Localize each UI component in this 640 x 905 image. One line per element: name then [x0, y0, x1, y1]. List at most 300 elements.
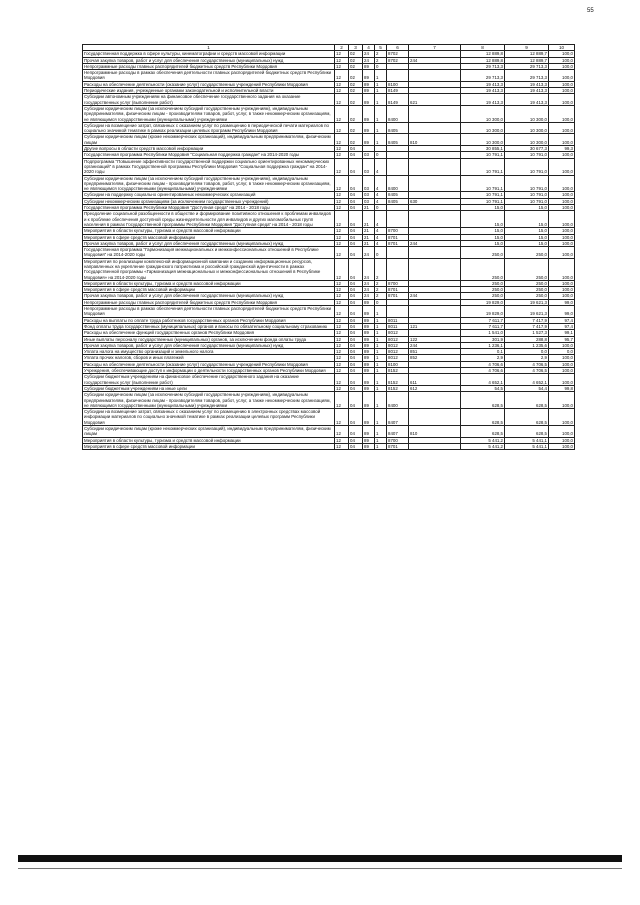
table-row [83, 105, 575, 122]
row-cell: 15,0 [461, 211, 505, 228]
row-cell: 611 [409, 374, 461, 386]
table-row [83, 247, 575, 259]
row-cell: 810 [409, 134, 461, 146]
row-cell [387, 70, 409, 82]
row-cell: 0 [375, 205, 387, 211]
row-cell: 04 [349, 330, 363, 336]
row-cell: 19 413,3 [505, 94, 549, 106]
row-cell: 04 [349, 368, 363, 374]
row-cell: 100,0 [549, 158, 575, 175]
row-cell: 24 [363, 51, 375, 57]
row-cell: 89 [363, 385, 375, 391]
row-cell: 8400 [387, 105, 409, 122]
header-cell: 7 [409, 45, 461, 51]
row-cell: 8011 [387, 323, 409, 329]
row-cell: 301,9 [461, 336, 505, 342]
row-cell [409, 247, 461, 259]
row-cell: 89 [363, 437, 375, 443]
row-cell: 122 [409, 336, 461, 342]
row-description: Субсидии на возмещение затрат, связанных с оказанием услуг по размещению в периодической печати материалов по социально значимой тематике в рамках реализации целевых программ Республики Мордовия [83, 122, 335, 134]
row-cell: 1 [375, 336, 387, 342]
row-cell: 2,9 [505, 355, 549, 361]
row-cell: 12 889,8 [461, 57, 505, 63]
row-cell: 7 417,9 [505, 323, 549, 329]
row-cell: 100,0 [549, 192, 575, 198]
row-cell: 244 [409, 240, 461, 246]
row-cell: 1 [375, 122, 387, 134]
row-cell: 19 413,3 [461, 81, 505, 87]
row-cell: 10 300,0 [505, 122, 549, 134]
row-cell: 100,0 [549, 368, 575, 374]
row-cell: 4 [375, 175, 387, 192]
row-cell: 1 [375, 70, 387, 82]
row-cell: 8152 [387, 374, 409, 386]
row-cell: 1 [375, 409, 387, 426]
row-cell: 0,0 [505, 349, 549, 355]
row-cell: 04 [349, 342, 363, 348]
row-cell: 12 [335, 240, 349, 246]
row-cell: 12 [335, 94, 349, 106]
row-description: Субсидии юридическим лицам (за исключением субсидий государственным учреждениям), индивидуальным предпринимателям, физическим лицам - производителям товаров, работ, услуг, а также некоммерческим организациям, не являющимся государственными (муниципальными) учреждениями [83, 392, 335, 409]
row-description: Учреждения, обеспечивающие доступ к информации о деятельности государственных органов Республики Мордовия [83, 368, 335, 374]
table-row [83, 374, 575, 386]
row-cell: 04 [349, 355, 363, 361]
row-cell: 15,0 [505, 205, 549, 211]
row-cell: 12 [335, 409, 349, 426]
row-cell: 02 [349, 122, 363, 134]
row-cell: 24 [363, 280, 375, 286]
row-cell: 04 [349, 192, 363, 198]
row-cell: 4 652,1 [505, 374, 549, 386]
row-cell: 89 [363, 122, 375, 134]
row-cell: 12 889,7 [505, 57, 549, 63]
row-cell: 99,0 [549, 299, 575, 305]
row-cell: 29 713,3 [505, 63, 549, 69]
row-cell: 8407 [387, 409, 409, 426]
row-cell: 100,0 [549, 51, 575, 57]
row-cell: 4 706,6 [461, 361, 505, 367]
row-cell: 10 791,0 [505, 192, 549, 198]
row-cell: 100,0 [549, 258, 575, 280]
row-cell: 100,0 [549, 293, 575, 299]
row-cell: 5 441,2 [461, 437, 505, 443]
table-row [83, 392, 575, 409]
table-row [83, 94, 575, 106]
row-cell: 250,0 [461, 293, 505, 299]
row-cell: 12 [335, 392, 349, 409]
row-cell: 100,0 [549, 240, 575, 246]
row-cell: 621 [409, 94, 461, 106]
row-cell: 121 [409, 323, 461, 329]
row-cell: 12 [335, 374, 349, 386]
row-cell: 7 611,7 [461, 317, 505, 323]
row-cell: 12 [335, 336, 349, 342]
row-cell: 1 [375, 330, 387, 336]
row-cell: 12 [335, 211, 349, 228]
row-cell: 628,5 [505, 392, 549, 409]
row-cell: 04 [349, 258, 363, 280]
row-cell: 89 [363, 374, 375, 386]
row-cell: 100,0 [549, 70, 575, 82]
row-description: Государственная программа "Гармонизация межнациональных и межконфессиональных отношений в Республике Мордовия" на 2014-2020 годы [83, 247, 335, 259]
row-description: Непрограммные расходы в рамках обеспечения деятельности главных распорядителей бюджетных средств Республики Мордовия [83, 306, 335, 318]
row-cell: 89 [363, 361, 375, 367]
row-cell: 24 [363, 293, 375, 299]
table-row [83, 211, 575, 228]
row-cell: 100,0 [549, 57, 575, 63]
row-cell: 1 235,6 [505, 342, 549, 348]
row-cell: 8701 [387, 293, 409, 299]
row-cell: 04 [349, 158, 363, 175]
row-cell: 4 [375, 192, 387, 198]
row-cell: 12 889,8 [461, 51, 505, 57]
row-description: Расходы на обеспечение деятельности (оказание услуг) государственных учреждений Республики Мордовия [83, 361, 335, 367]
budget-table [82, 44, 575, 450]
row-cell: 04 [349, 287, 363, 293]
row-cell: 2 [375, 57, 387, 63]
row-cell: 04 [349, 175, 363, 192]
row-cell: 10 791,0 [505, 198, 549, 204]
row-cell: 04 [349, 299, 363, 305]
row-cell [409, 211, 461, 228]
row-cell: 89 [363, 70, 375, 82]
row-cell: 8149 [387, 88, 409, 94]
row-cell: 19 829,0 [461, 306, 505, 318]
row-cell: 8405 [387, 134, 409, 146]
row-cell: 04 [349, 349, 363, 355]
row-cell: 1 [375, 134, 387, 146]
row-cell: 1 [375, 88, 387, 94]
row-cell: 4 [375, 240, 387, 246]
row-cell: 12 889,7 [505, 51, 549, 57]
row-cell: 100,0 [549, 361, 575, 367]
row-cell: 810 [409, 426, 461, 438]
table-row [83, 409, 575, 426]
row-cell: 12 [335, 426, 349, 438]
row-cell: 19 413,3 [461, 94, 505, 106]
row-cell: 100,0 [549, 374, 575, 386]
row-cell: 1 [375, 426, 387, 438]
row-cell: 851 [409, 349, 461, 355]
row-cell: 10 300,0 [461, 122, 505, 134]
row-cell: 15,0 [505, 234, 549, 240]
row-cell: 250,0 [505, 287, 549, 293]
row-cell: 1 [375, 94, 387, 106]
row-cell [387, 306, 409, 318]
row-cell: 8702 [387, 57, 409, 63]
row-cell: 12 [335, 70, 349, 82]
row-cell: 12 [335, 198, 349, 204]
row-cell: 12 [335, 437, 349, 443]
row-cell: 1 [375, 81, 387, 87]
row-cell: 02 [349, 94, 363, 106]
row-cell: 89 [363, 105, 375, 122]
row-cell: 12 [335, 81, 349, 87]
row-cell: 02 [349, 88, 363, 94]
row-cell: 5 441,2 [461, 443, 505, 449]
row-cell: 100,0 [549, 134, 575, 146]
page-number: 55 [587, 8, 594, 14]
row-cell: 30 855,1 [461, 146, 505, 152]
row-cell: 02 [349, 81, 363, 87]
row-cell: 03 [363, 192, 375, 198]
row-cell: 0 [375, 299, 387, 305]
row-cell: 8012 [387, 355, 409, 361]
row-cell: 8012 [387, 349, 409, 355]
row-cell: 12 [335, 280, 349, 286]
row-cell: 30 677,3 [505, 146, 549, 152]
row-cell: 15,0 [461, 205, 505, 211]
row-cell: 100,0 [549, 247, 575, 259]
row-description: Мероприятия по реализации комплексной информационной кампании и созданию информационных ресурсов, направленных на укрепление гражданского патриотизма и российской гражданской идентичности в рамках Государственной программы «Гармонизация межнациональных и межконфессиональных отношений в Республике Мордовия» на 2014-2020 годы [83, 258, 335, 280]
row-cell: 04 [349, 361, 363, 367]
row-cell: 612 [409, 385, 461, 391]
row-cell [387, 247, 409, 259]
row-cell: 12 [335, 287, 349, 293]
row-cell: 99,8 [549, 385, 575, 391]
row-cell: 12 [335, 51, 349, 57]
row-cell: 8011 [387, 317, 409, 323]
row-description: Государственная поддержка в сфере культуры, кинематографии и средств массовой информации [83, 51, 335, 57]
row-cell [409, 392, 461, 409]
row-cell: 4 [375, 211, 387, 228]
row-cell: 54,5 [461, 385, 505, 391]
row-cell: 12 [335, 385, 349, 391]
row-cell: 03 [363, 175, 375, 192]
row-cell: 04 [349, 198, 363, 204]
row-cell: 250,0 [505, 247, 549, 259]
row-cell: 8012 [387, 330, 409, 336]
row-cell [409, 258, 461, 280]
row-cell: 04 [349, 409, 363, 426]
row-description: Мероприятия в области культуры, туризма и средств массовой информации [83, 228, 335, 234]
row-description: Уплата прочих налогов, сборов и иных платежей [83, 355, 335, 361]
row-cell: 250,0 [461, 247, 505, 259]
row-description: Уплата налога на имущество организаций и земельного налога [83, 349, 335, 355]
row-cell: 89 [363, 134, 375, 146]
row-cell: 8100 [387, 81, 409, 87]
row-cell: 12 [335, 122, 349, 134]
row-cell: 100,0 [549, 355, 575, 361]
row-description: Субсидии бюджетным учреждениям на иные цели [83, 385, 335, 391]
row-cell: 852 [409, 355, 461, 361]
row-cell: 4 [375, 234, 387, 240]
row-cell: 12 [335, 317, 349, 323]
row-cell: 1 [375, 368, 387, 374]
row-cell: 89 [363, 355, 375, 361]
row-cell: 04 [349, 437, 363, 443]
row-cell: 100,0 [549, 280, 575, 286]
row-cell: 10 300,0 [461, 134, 505, 146]
row-cell: 8149 [387, 94, 409, 106]
table-row [83, 122, 575, 134]
row-cell [409, 70, 461, 82]
row-cell: 2 [375, 280, 387, 286]
row-description: Субсидии бюджетным учреждениям на финансовое обеспечение государственного задания на оказание государственных услуг (выполнение работ) [83, 374, 335, 386]
header-cell: 2 [335, 45, 349, 51]
row-description: Прочая закупка товаров, работ и услуг для обеспечения государственных (муниципальных) нужд [83, 240, 335, 246]
row-cell: 8701 [387, 443, 409, 449]
row-cell: 8405 [387, 122, 409, 134]
row-cell: 10 791,0 [505, 158, 549, 175]
row-description: Государственная программа Республики Мордовия "Социальная поддержка граждан" на 2014-2020 годы [83, 152, 335, 158]
row-cell: 89 [363, 81, 375, 87]
scan-bottom-line [18, 868, 622, 869]
row-cell: 4 706,6 [461, 368, 505, 374]
row-cell: 21 [363, 234, 375, 240]
row-description: Фонд оплаты труда государственных (муниципальных) органов и взносы по обязательному социальному страхованию [83, 323, 335, 329]
row-cell: 1 [375, 323, 387, 329]
row-description: Субсидии на поддержку социально ориентированных некоммерческих организаций [83, 192, 335, 198]
row-cell: 12 [335, 105, 349, 122]
row-cell: 8152 [387, 368, 409, 374]
row-description: Периодические издания, учрежденные органами законодательной и исполнительной власти [83, 88, 335, 94]
row-cell: 100,0 [549, 205, 575, 211]
row-cell: 21 [363, 211, 375, 228]
row-cell: 628,5 [461, 392, 505, 409]
row-cell: 89 [363, 336, 375, 342]
row-cell: 04 [349, 374, 363, 386]
row-cell: 12 [335, 355, 349, 361]
row-cell: 100,0 [549, 443, 575, 449]
row-cell: 19 413,3 [505, 88, 549, 94]
row-cell: 10 791,1 [461, 192, 505, 198]
row-cell: 15,0 [505, 240, 549, 246]
row-cell: 04 [349, 336, 363, 342]
row-cell: 15,0 [505, 211, 549, 228]
row-cell: 4 [375, 228, 387, 234]
row-cell: 628,5 [461, 409, 505, 426]
row-cell: 0 [375, 63, 387, 69]
row-cell: 1 [375, 105, 387, 122]
table-row [83, 258, 575, 280]
row-cell: 8700 [387, 280, 409, 286]
row-description: Субсидии юридическим лицам (за исключением субсидий государственным учреждениям), индивидуальным предпринимателям, физическим лицам - производителям товаров, работ, услуг, в также некоммерческим организациям, не являющимся государственными (муниципальными) учреждениями [83, 175, 335, 192]
row-description: Субсидии некоммерческим организациям (за исключением государственных учреждений) [83, 198, 335, 204]
row-cell [409, 158, 461, 175]
row-cell: 04 [349, 234, 363, 240]
row-cell: 89 [363, 342, 375, 348]
row-cell: 12 [335, 330, 349, 336]
row-description: Прочая закупка товаров, работ и услуг для обеспечения государственных (муниципальных) нужд [83, 293, 335, 299]
row-cell: 03 [363, 158, 375, 175]
row-cell: 1 [375, 355, 387, 361]
row-cell: 04 [349, 317, 363, 323]
row-cell: 24 [363, 247, 375, 259]
row-cell: 19 829,0 [461, 299, 505, 305]
row-cell: 12 [335, 192, 349, 198]
row-cell: 04 [349, 280, 363, 286]
row-cell: 04 [349, 146, 363, 152]
row-cell: 02 [349, 134, 363, 146]
row-cell: 12 [335, 88, 349, 94]
row-cell: 04 [349, 306, 363, 318]
row-cell: 29 713,3 [461, 70, 505, 82]
row-cell: 100,0 [549, 152, 575, 158]
row-cell [409, 306, 461, 318]
row-cell [409, 122, 461, 134]
row-cell: 10 791,1 [461, 198, 505, 204]
row-cell: 8100 [387, 361, 409, 367]
row-cell: 02 [349, 63, 363, 69]
row-cell: 15,0 [461, 234, 505, 240]
row-cell: 4 [375, 198, 387, 204]
row-cell: 19 413,3 [505, 81, 549, 87]
row-cell: 89 [363, 409, 375, 426]
row-description: Государственная программа Республики Мордовия "Доступная среда" на 2014 - 2018 годы [83, 205, 335, 211]
row-cell: 100,0 [549, 234, 575, 240]
row-cell: 02 [349, 51, 363, 57]
row-cell: 12 [335, 443, 349, 449]
row-cell: 04 [349, 293, 363, 299]
row-cell: 250,0 [505, 293, 549, 299]
row-cell: 15,0 [461, 240, 505, 246]
row-cell: 244 [409, 342, 461, 348]
row-cell: 8700 [387, 437, 409, 443]
header-cell: 10 [549, 45, 575, 51]
row-cell: 15,0 [505, 228, 549, 234]
row-cell: 8701 [387, 287, 409, 293]
row-cell: 99,3 [549, 146, 575, 152]
header-cell: 9 [505, 45, 549, 51]
row-cell: 10 791,0 [505, 152, 549, 158]
row-cell: 8400 [387, 175, 409, 192]
header-cell: 1 [83, 45, 335, 51]
row-cell: 12 [335, 306, 349, 318]
row-cell: 89 [363, 368, 375, 374]
row-cell: 250,0 [461, 287, 505, 293]
row-cell: 100,0 [549, 81, 575, 87]
row-cell: 244 [409, 293, 461, 299]
table-row [83, 426, 575, 438]
row-cell: 250,0 [505, 258, 549, 280]
row-cell: 12 [335, 234, 349, 240]
row-cell: 7 611,7 [461, 323, 505, 329]
row-cell: 12 [335, 146, 349, 152]
row-cell: 12 [335, 342, 349, 348]
row-description: Прочая закупка товаров, работ и услуг для обеспечения государственных (муниципальных) нужд [83, 342, 335, 348]
row-cell: 24 [363, 57, 375, 63]
row-cell: 04 [349, 426, 363, 438]
row-cell: 100,0 [549, 211, 575, 228]
row-cell: 12 [335, 175, 349, 192]
row-cell: 02 [349, 105, 363, 122]
row-cell: 4 652,1 [461, 374, 505, 386]
header-cell: 6 [387, 45, 409, 51]
row-cell: 89 [363, 317, 375, 323]
row-cell: 1 [375, 392, 387, 409]
row-description: Другие вопросы в области средств массовой информации [83, 146, 335, 152]
row-cell: 1 [375, 443, 387, 449]
row-cell: 89 [363, 426, 375, 438]
row-cell: 89 [363, 443, 375, 449]
row-cell: 03 [363, 152, 375, 158]
row-cell: 8407 [387, 426, 409, 438]
row-cell: 89 [363, 63, 375, 69]
row-description: Мероприятия в сфере средств массовой информации [83, 234, 335, 240]
row-cell: 2 [375, 293, 387, 299]
row-cell: 12 [335, 247, 349, 259]
row-cell: 0 [375, 247, 387, 259]
row-cell: 04 [349, 392, 363, 409]
row-cell: 10 300,0 [505, 134, 549, 146]
row-description: Непрограммные расходы главных распорядителей бюджетных средств Республики Мордовия [83, 63, 335, 69]
row-cell: 100,0 [549, 94, 575, 106]
row-cell: 2 [375, 258, 387, 280]
row-description: Подпрограмма "Повышение эффективности государственной поддержки социально ориентированных некоммерческих организаций" в рамках Государственной программы Республики Мордовия "Социальная поддержка граждан" на 2014-2020 годы [83, 158, 335, 175]
row-cell: 10 300,0 [505, 105, 549, 122]
header-cell: 4 [363, 45, 375, 51]
